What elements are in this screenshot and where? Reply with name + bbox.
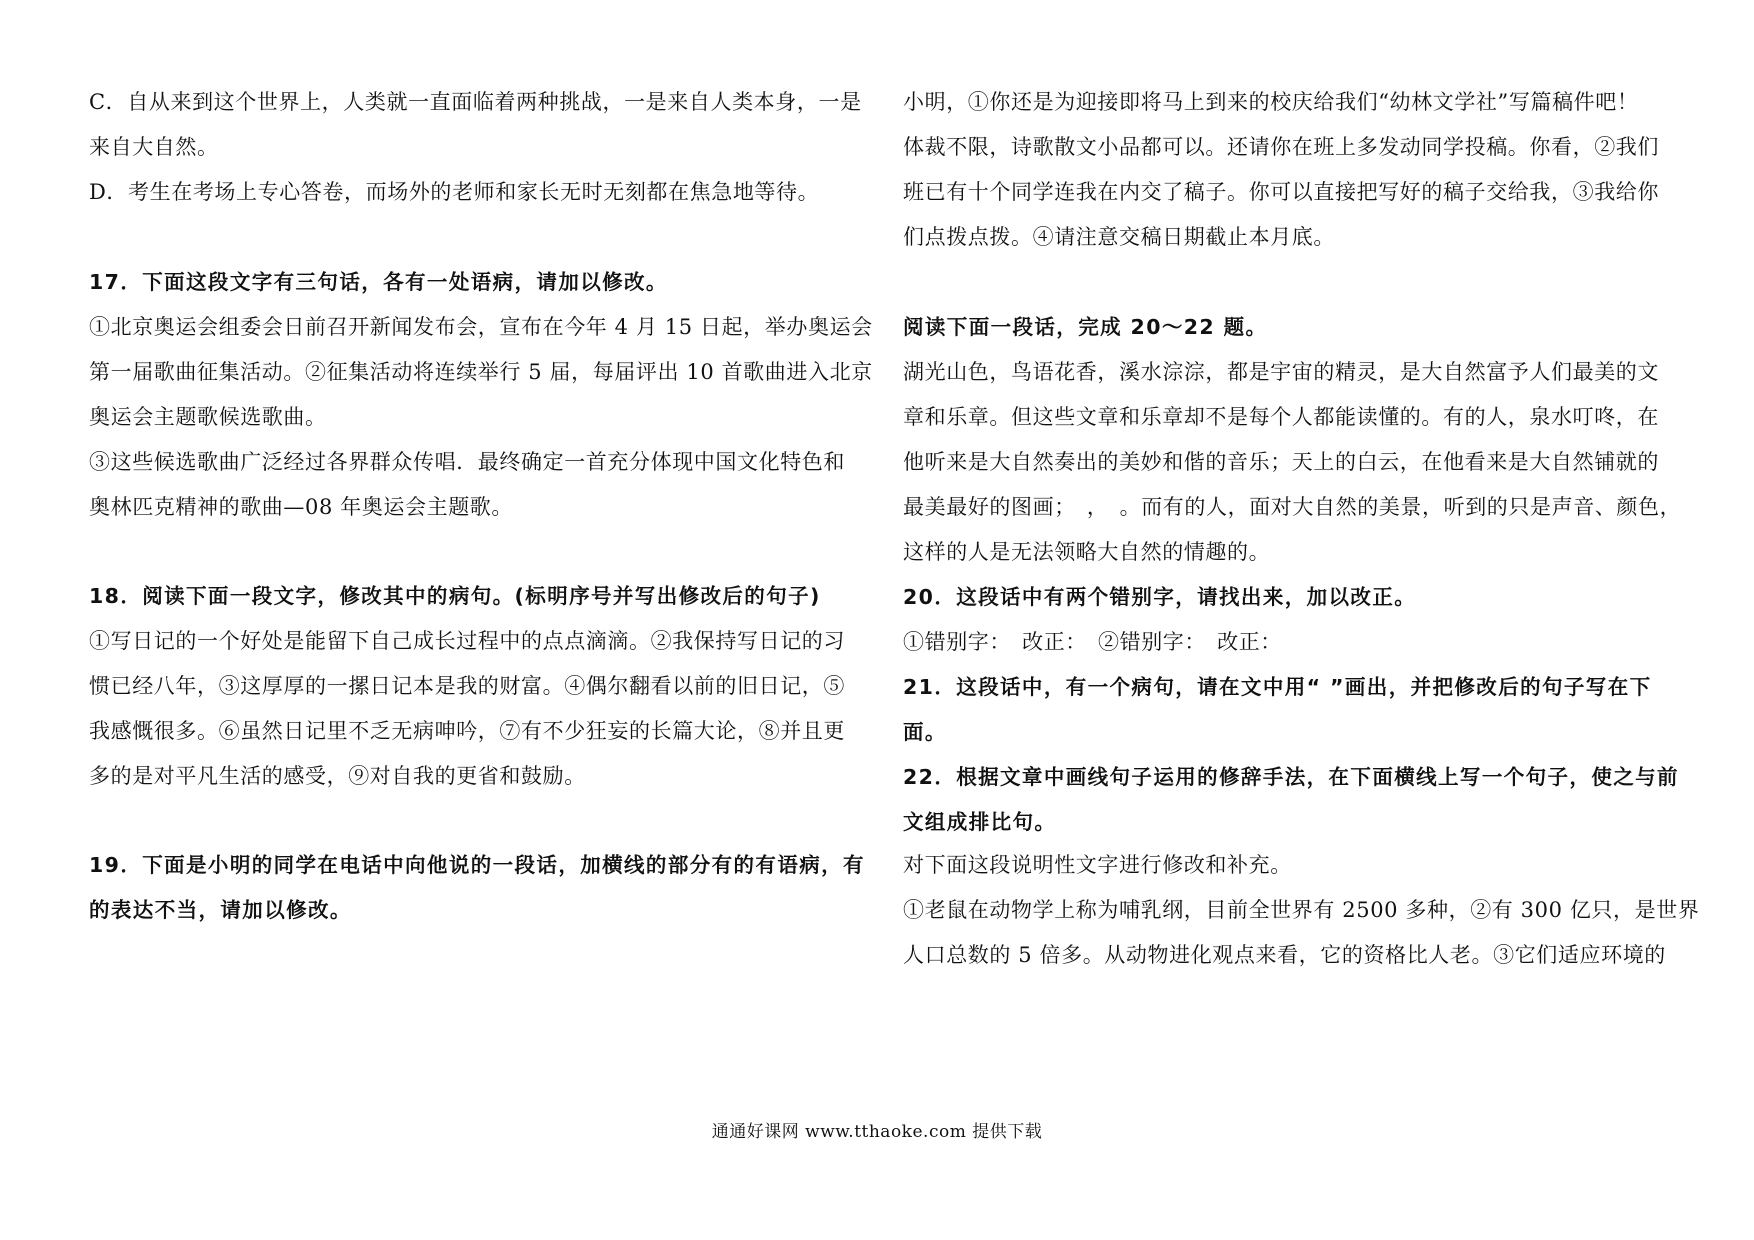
text-line: 惯已经八年，③这厚厚的一摞日记本是我的财富。④偶尔翻看以前的旧日记，⑤ <box>89 674 845 698</box>
text-line: 奥林匹克精神的歌曲—08 年奥运会主题歌。 <box>89 495 513 519</box>
text-line: 这样的人是无法领略大自然的情趣的。 <box>903 540 1271 564</box>
text-line: 我感慨很多。⑥虽然日记里不乏无病呻吟，⑦有不少狂妄的长篇大论，⑧并且更 <box>89 719 845 743</box>
question-heading: 19．下面是小明的同学在电话中向他说的一段话，加横线的部分有的有语病，有 <box>89 853 865 877</box>
text-line: D．考生在考场上专心答卷，而场外的老师和家长无时无刻都在焦急地等待。 <box>89 180 820 204</box>
text-line: 班已有十个同学连我在内交了稿子。你可以直接把写好的稿子交给我，③我给你 <box>903 180 1659 204</box>
question-heading: 21．这段话中，有一个病句，请在文中用“ ”画出，并把修改后的句子写在下 <box>903 675 1652 699</box>
text-line: 小明，①你还是为迎接即将马上到来的校庆给我们“幼林文学社”写篇稿件吧！ <box>903 90 1639 114</box>
right-column <box>903 0 1700 1110</box>
text-line: ①错别字： 改正： ②错别字： 改正： <box>903 630 1282 654</box>
question-heading: 20．这段话中有两个错别字，请找出来，加以改正。 <box>903 585 1417 609</box>
question-heading: 18．阅读下面一段文字，修改其中的病句。(标明序号并写出修改后的句子) <box>89 584 821 608</box>
text-line: 章和乐章。但这些文章和乐章却不是每个人都能读懂的。有的人，泉水叮咚，在 <box>903 405 1659 429</box>
text-line: 来自大自然。 <box>89 135 219 159</box>
text-line: ①老鼠在动物学上称为哺乳纲，目前全世界有 2500 多种，②有 300 亿只，是世界 <box>903 898 1700 922</box>
text-line: 最美最好的图画； ， 。而有的人，面对大自然的美景，听到的只是声音、颜色， <box>903 495 1682 519</box>
text-line: 人口总数的 5 倍多。从动物进化观点来看，它的资格比人老。③它们适应环境的 <box>903 943 1666 967</box>
left-column <box>89 0 873 1110</box>
question-heading: 文组成排比句。 <box>903 810 1057 834</box>
text-line: 奥运会主题歌候选歌曲。 <box>89 405 327 429</box>
text-line: 体裁不限，诗歌散文小品都可以。还请你在班上多发动同学投稿。你看，②我们 <box>903 135 1659 159</box>
question-heading: 的表达不当，请加以修改。 <box>89 898 352 922</box>
text-line: ①写日记的一个好处是能留下自己成长过程中的点点滴滴。②我保持写日记的习 <box>89 629 845 653</box>
question-heading: 17．下面这段文字有三句话，各有一处语病，请加以修改。 <box>89 270 668 294</box>
page-footer: 通通好课网 www.tthaoke.com 提供下载 <box>711 1122 1043 1142</box>
question-heading: 阅读下面一段话，完成 20～22 题。 <box>903 315 1268 339</box>
text-line: 对下面这段说明性文字进行修改和补充。 <box>903 853 1292 877</box>
text-line: ③这些候选歌曲广泛经过各界群众传唱．最终确定一首充分体现中国文化特色和 <box>89 450 845 474</box>
text-line: 第一届歌曲征集活动。②征集活动将连续举行 5 届，每届评出 10 首歌曲进入北京 <box>89 360 873 384</box>
text-line: C．自从来到这个世界上，人类就一直面临着两种挑战，一是来自人类本身，一是 <box>89 90 862 114</box>
question-heading: 面。 <box>903 720 947 744</box>
text-line: 多的是对平凡生活的感受，⑨对自我的更省和鼓励。 <box>89 764 586 788</box>
text-line: 湖光山色，鸟语花香，溪水淙淙，都是宇宙的精灵，是大自然富予人们最美的文 <box>903 360 1659 384</box>
text-line: 们点拨点拨。④请注意交稿日期截止本月底。 <box>903 225 1335 249</box>
text-line: 他听来是大自然奏出的美妙和偕的音乐；天上的白云，在他看来是大自然铺就的 <box>903 450 1659 474</box>
question-heading: 22．根据文章中画线句子运用的修辞手法，在下面横线上写一个句子，使之与前 <box>903 765 1679 789</box>
text-line: ①北京奥运会组委会日前召开新闻发布会，宣布在今年 4 月 15 日起，举办奥运会 <box>89 315 873 339</box>
